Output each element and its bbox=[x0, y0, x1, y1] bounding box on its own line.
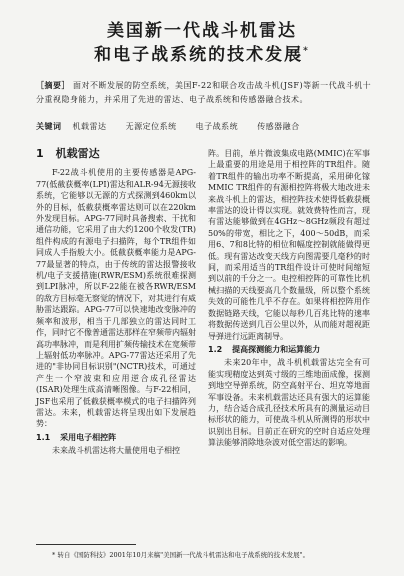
keyword-2: 无源定位系统 bbox=[125, 122, 177, 131]
keyword-4: 传感器融合 bbox=[257, 122, 300, 131]
section-1-number: 1 bbox=[36, 147, 44, 160]
subsection-1-2-number: 1.2 bbox=[208, 344, 223, 354]
subsection-1-1-paragraph-cont: 阵。目前，单片微波集成电路(MMIC)在军事上最重要的用途是用于相控阵的TR组件。随着TR组件的输出功率不断提高，采用砷化镓MMIC TR组件的有源相控阵将极大地改进未来战斗机上的雷达，相控阵技术使得低截获概率雷达的设计得以实现。就效费特性而言，现有雷达能够做到在4GHz～8GHz频段有超过50%的带宽，相比之下，400～50dB，而采用6、7和8比特的相位和幅度控制就能做得更低。现有雷达改变天线方向图需要几毫秒的时间，而采用适当的TR组件设计可使时间缩短到以前的千分之一。电控相控阵的可靠性比机械扫描的天线要高几个数量级，所以整个系统失效的可能性几乎不存在。如果将相控阵用作数据链路天线，它能以每秒几百兆比特的速率将数据传送到几百公里以外，从而能对超视距导弹进行远距离制导。 bbox=[208, 149, 370, 341]
subsection-1-1-number: 1.1 bbox=[36, 432, 51, 442]
subsection-1-1-title: 采用电子相控阵 bbox=[60, 432, 117, 442]
footnote: * 转自《国防科技》2001年10月来稿"美国新一代战斗机雷达和电子战系统的技术发展"。 bbox=[52, 551, 310, 559]
keyword-3: 电子战系统 bbox=[195, 122, 239, 131]
right-column bbox=[208, 148, 370, 449]
subsection-1-2-heading bbox=[208, 344, 370, 355]
keywords bbox=[36, 121, 376, 132]
paper-title-line1: 美国新一代战斗机雷达 bbox=[107, 21, 297, 41]
keyword-1: 机载雷达 bbox=[72, 122, 107, 131]
title-footnote-mark: * bbox=[303, 46, 310, 57]
section-1-paragraph: F-22战斗机使用的主要传感器是APG-77(低截获概率(LPI)雷达和ALR-94无源接收系统，它能够以无源的方式探测到460km以外的目标，低截获概率雷达则可以在220km外发现目标。APG-77同时具备搜索、干扰和通信功能，它采用了由大约1200个收发(TR)组件构成的有源电子扫描阵，每个TR组件如同成人手指般大小。低截获概率能力是APG-77最显著的特点，由于传统的雷达报警接收机/电子支援措施(RWR/ESM)系统很难探测到LPI脉冲，所以F-22能在被各RWR/ESM的敌方目标毫无察觉的情况下，对其进行有威胁雷达跟踪。APG-77可以快速地改变脉冲的频率和波形，相当于几部独立的雷达同时工作，同时它不像普通雷达那样在窄频带内辐射高功率脉冲，而是利用扩频传输技术在宽频带上辐射低功率脉冲。APG-77雷达还采用了先进的"非协同目标识别"(NCTR)技术，可通过产生一个窄波束和应用逆合成孔径雷达(ISAR)处理生成高清晰图像。与F-22相同，JSF也采用了低截获概率模式的电子扫描阵列雷达。未来，机载雷达将呈现出如下发展趋势： bbox=[36, 168, 196, 429]
keywords-label: 关键词 bbox=[36, 121, 62, 131]
title-text: 和电子战系统的技术发展 bbox=[94, 45, 304, 65]
subsection-1-2-title: 提高探测能力和运算能力 bbox=[232, 344, 321, 354]
subsection-1-1-paragraph-start: 未来战斗机雷达将大量使用电子相控 bbox=[52, 446, 180, 456]
subsection-1-2-paragraph: 未来20年中，战斗机机载雷达完全有可能实现精度达到英寸级的三维地面成像，探测到地空导弹系统，防空高射平台、坦克等地面军事设备。未来机载雷达还具有强大的运算能力，结合适合成孔径技术所具有的测量运动目标形状的能力，可使战斗机从所测得的形状中识别出目标。目前正在研究的空时自适应处理算法能够消除地杂波对低空雷达的影响。 bbox=[208, 358, 370, 448]
abstract bbox=[36, 78, 376, 107]
section-1-title: 机载雷达 bbox=[55, 147, 100, 160]
left-column bbox=[36, 148, 196, 457]
section-1-heading bbox=[36, 148, 196, 159]
footnote-rule bbox=[36, 544, 136, 545]
paper-title-line2 bbox=[0, 40, 404, 65]
abstract-label: ［摘要］ bbox=[36, 80, 70, 90]
subsection-1-1-heading bbox=[36, 432, 196, 443]
abstract-text: 面对不断发展的防空系统，美国F-22和联合攻击战斗机(JSF)等新一代战斗机十分重视隐身能力，并采用了先进的雷达、电子战系统和传感器融合技术。 bbox=[36, 81, 372, 104]
